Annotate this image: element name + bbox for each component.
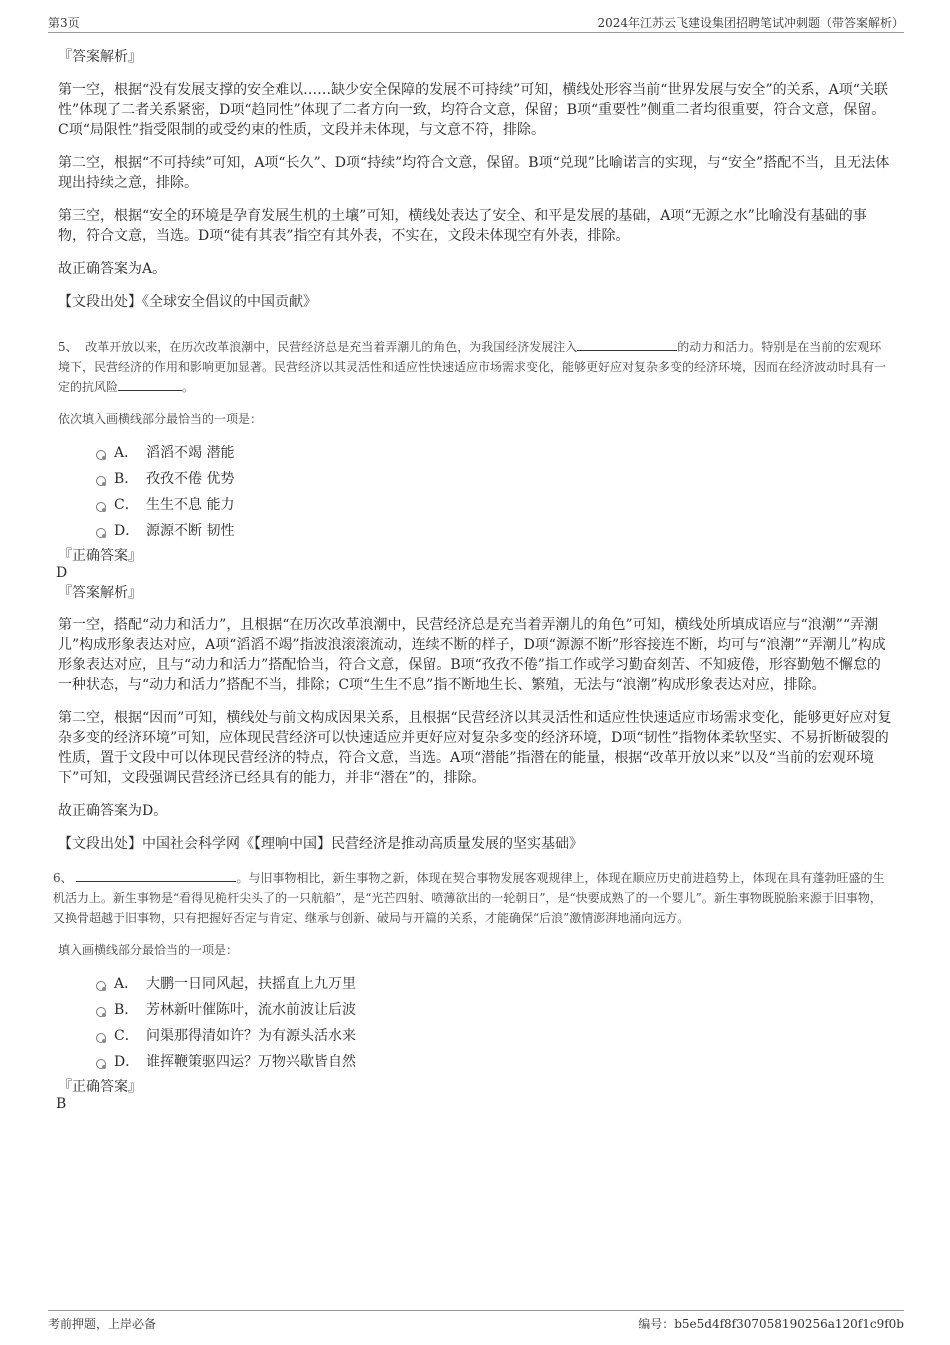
q5-analysis-para-2: 第二空，根据“因而”可知，横线处与前文构成因果关系，且根据“民营经济以其灵活性和适应性快速适应市场需求变化，能够更好应对复杂多变的经济环境”可知，应体现民营经济可以快速适应并更好应对复杂多变的经济环境，D项“韧性”指物体柔软坚实、不易折断破裂的性质，置于文段中可以体现民营经济的特点，符合文意，当选。A项“潜能”指潜在的能量，根据“改革开放以来”以及“当前的宏观环境下”可知，文段强调民营经济已经具有的能力，并非“潜在”的，排除。 <box>58 710 892 786</box>
q4-analysis-para-2: 第二空，根据“不可持续”可知，A项“长久”、D项“持续”均符合文意，保留。B项“兑现”比喻诺言的实现，与“安全”搭配不当，且无法体现出持续之意，排除。 <box>58 155 890 191</box>
q4-analysis-para-3: 第三空，根据“安全的环境是孕育发展生机的土壤”可知，横线处表达了安全、和平是发展的基础，A项“无源之水”比喻没有基础的事物，符合文意，当选。D项“徒有其表”指空有其外表，不实在，文段未体现空有外表，排除。 <box>58 208 867 244</box>
q4-conclusion: 故正确答案为A。 <box>58 261 167 277</box>
q5-answer: D <box>56 565 68 581</box>
footer-slogan: 考前押题，上岸必备 <box>48 1317 157 1331</box>
q5-analysis-para-1: 第一空，搭配“动力和活力”，且根据“在历次改革浪潮中，民营经济总是充当着弄潮儿的角色”可知，横线处所填成语应与“浪潮”“弄潮儿”构成形象表达对应，A项“滔滔不竭”指波浪滚滚流动，连续不断的样子，D项“源源不断”形容接连不断，均可与“浪潮”“弄潮儿”构成形象表达对应，且与“动力和活力”搭配恰当，符合文意，保留。B项“孜孜不倦”指工作或学习勤奋刻苦、不知疲倦，形容勤勉不懈怠的一种状态，与“动力和活力”搭配不当，排除；C项“生生不息”指不断地生长、繁殖，无法与“浪潮”构成形象表达对应，排除。 <box>58 617 886 693</box>
q6-option-d[interactable]: D． 谁挥鞭策驱四运？万物兴歇皆自然 <box>58 1050 892 1076</box>
page-number: 第3页 <box>48 16 80 30</box>
q5-options <box>58 441 892 545</box>
q4-source: 【文段出处】《全球安全倡议的中国贡献》 <box>58 294 317 310</box>
q6-answer-label: 『正确答案』 <box>58 1079 142 1095</box>
q6-answer: B <box>56 1096 67 1112</box>
q6-prompt: 填入画横线部分最恰当的一项是： <box>58 943 239 957</box>
radio-icon[interactable] <box>96 1033 106 1043</box>
q6-options <box>58 972 892 1076</box>
q5-analysis-label: 『答案解析』 <box>58 585 142 601</box>
q5-stem: 5、 改革开放以来，在历次改革浪潮中，民营经济总是充当着弄潮儿的角色，为我国经济发展注入 的动力和活力。特别是在当前的宏观环境下，民营经济的作用和影响更加显著。民营经济以其灵活性和适应性快速适应市场需求变化，能够更好应对复杂多变的经济环境，因而在经济波动时具有一定的抗风险 。 <box>58 337 892 397</box>
q4-analysis-para-1: 第一空，根据“没有发展支撑的安全难以……缺少安全保障的发展不可持续”可知，横线处形容当前“世界发展与安全”的关系，A项“关联性”体现了二者关系紧密，D项“趋同性”体现了二者方向一致，均符合文意，保留；B项“重要性”侧重二者均很重要，符合文意，保留。C项“局限性”指受限制的或受约束的性质，文段并未体现，与文意不符，排除。 <box>58 82 888 138</box>
radio-icon[interactable] <box>96 1007 106 1017</box>
q5-number: 5、 <box>58 340 78 354</box>
q6-option-b[interactable]: B． 芳林新叶催陈叶，流水前波让后波 <box>58 998 892 1024</box>
footer-code: 编号：b5e5d4f8f307058190256a120f1c9f0b <box>638 1317 904 1331</box>
document-title: 2024年江苏云飞建设集团招聘笔试冲刺题（带答案解析） <box>597 16 904 30</box>
q5-option-d[interactable]: D． 源源不断 韧性 <box>58 519 892 545</box>
radio-icon[interactable] <box>96 981 106 991</box>
q5-conclusion: 故正确答案为D。 <box>58 803 168 819</box>
radio-icon[interactable] <box>96 528 106 538</box>
q6-option-c[interactable]: C． 问渠那得清如许？为有源头活水来 <box>58 1024 892 1050</box>
q5-option-a[interactable]: A． 滔滔不竭 潜能 <box>58 441 892 467</box>
page-header <box>48 12 904 33</box>
q5-source: 【文段出处】中国社会科学网《【理响中国】民营经济是推动高质量发展的坚实基础》 <box>58 836 583 852</box>
q5-prompt: 依次填入画横线部分最恰当的一项是： <box>58 412 263 426</box>
radio-icon[interactable] <box>96 476 106 486</box>
q4-analysis-label: 『答案解析』 <box>58 49 142 65</box>
q6-blank <box>76 868 236 882</box>
q5-blank-1 <box>577 337 677 351</box>
q5-blank-2 <box>118 377 182 391</box>
page-footer <box>48 1310 904 1333</box>
q6-stem: 6、 。与旧事物相比，新生事物之新，体现在契合事物发展客观规律上，体现在顺应历史前进趋势上，体现在具有蓬勃旺盛的生机活力上。新生事物是“看得见桅杆尖头了的一只航船”，是“光芒四射、喷薄欲出的一轮朝日”，是“快要成熟了的一个婴儿”。新生事物既脱胎来源于旧事物，又换骨超越于旧事物，只有把握好否定与肯定、继承与创新、破局与开篇的关系，才能确保“后浪”激情澎湃地涌向远方。 <box>53 868 892 928</box>
q5-option-c[interactable]: C． 生生不息 能力 <box>58 493 892 519</box>
radio-icon[interactable] <box>96 1059 106 1069</box>
q6-number: 6、 <box>53 871 73 885</box>
q5-answer-label: 『正确答案』 <box>58 548 142 564</box>
radio-icon[interactable] <box>96 450 106 460</box>
q5-option-b[interactable]: B． 孜孜不倦 优势 <box>58 467 892 493</box>
q6-option-a[interactable]: A． 大鹏一日同风起，扶摇直上九万里 <box>58 972 892 998</box>
page-content <box>53 40 892 1113</box>
radio-icon[interactable] <box>96 502 106 512</box>
